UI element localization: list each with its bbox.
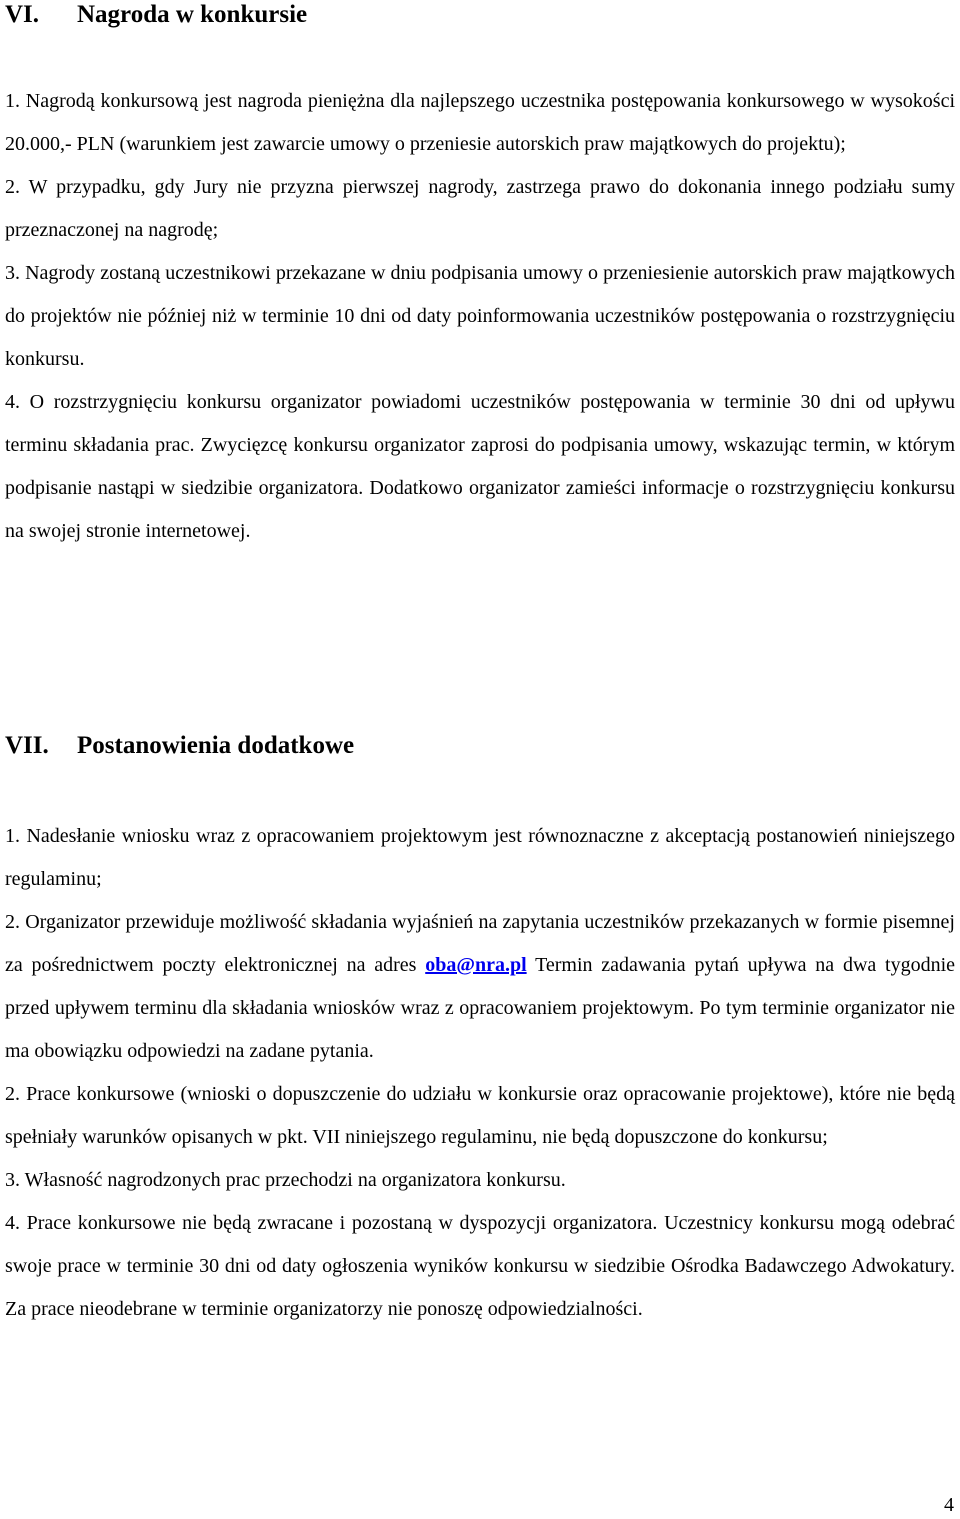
section-body-vii (5, 815, 955, 1331)
section-heading-vii (5, 731, 354, 761)
section-title: Postanowienia dodatkowe (77, 732, 355, 759)
paragraph: 1. Nadesłanie wniosku wraz z opracowaniem projektowym jest równoznaczne z akceptacją postanowień niniejszego regulaminu; (5, 825, 955, 890)
paragraph: 1. Nagrodą konkursową jest nagroda pieniężna dla najlepszego uczestnika postępowania konkursowego w wysokości 20.000,- PLN (warunkiem jest zawarcie umowy o przeniesie autorskich praw majątkowych do projektu); (5, 90, 955, 155)
paragraph-text: Termin zadawania pytań upływa na dwa tygodnie przed upływem terminu dla składania wniosków wraz z opracowaniem projektowym. Po tym terminie organizator nie ma obowiązku odpowiedzi na zadane pytania. (5, 954, 956, 1062)
paragraph: 4. O rozstrzygnięciu konkursu organizator powiadomi uczestników postępowania w terminie 30 dni od upływu terminu składania prac. Zwycięzcę konkursu organizator zaprosi do podpisania umowy, wskazując termin, w którym podpisanie nastąpi w siedzibie organizatora. Dodatkowo organizator zamieści informacje o rozstrzygnięciu konkursu na swojej stronie internetowej. (5, 391, 955, 542)
section-heading-vi (5, 0, 307, 30)
paragraph-with-email (5, 901, 955, 1073)
page-number: 4 (944, 1494, 954, 1516)
section-body-vi (5, 80, 955, 553)
section-title: Nagroda w konkursie (77, 1, 308, 28)
paragraph-text: 2. Organizator przewiduje możliwość składania wyjaśnień na zapytania uczestników przekazanych w formie pisemnej za pośrednictwem poczty elektronicznej na adres (5, 911, 955, 976)
section-number: VI. (5, 1, 40, 28)
paragraph: 3. Własność nagrodzonych prac przechodzi na organizatora konkursu. (5, 1169, 566, 1191)
paragraph: 4. Prace konkursowe nie będą zwracane i pozostaną w dyspozycji organizatora. Uczestnicy konkursu mogą odebrać swoje prace w terminie 30 dni od daty ogłoszenia wyników konkursu w siedzibie Ośrodka Badawczego Adwokatury. Za prace nieodebrane w terminie organizatorzy nie ponoszę odpowiedzialności. (5, 1212, 955, 1320)
section-number: VII. (5, 732, 49, 759)
email-link[interactable]: oba@nra.pl (425, 954, 527, 976)
paragraph: 3. Nagrody zostaną uczestnikowi przekazane w dniu podpisania umowy o przeniesienie autorskich praw majątkowych do projektów nie później niż w terminie 10 dni od daty poinformowania uczestników postępowania o rozstrzygnięciu konkursu. (5, 262, 955, 370)
paragraph: 2. W przypadku, gdy Jury nie przyzna pierwszej nagrody, zastrzega prawo do dokonania innego podziału sumy przeznaczonej na nagrodę; (5, 176, 955, 241)
paragraph: 2. Prace konkursowe (wnioski o dopuszczenie do udziału w konkursie oraz opracowanie projektowe), które nie będą spełniały warunków opisanych w pkt. VII niniejszego regulaminu, nie będą dopuszczone do konkursu; (5, 1083, 955, 1148)
